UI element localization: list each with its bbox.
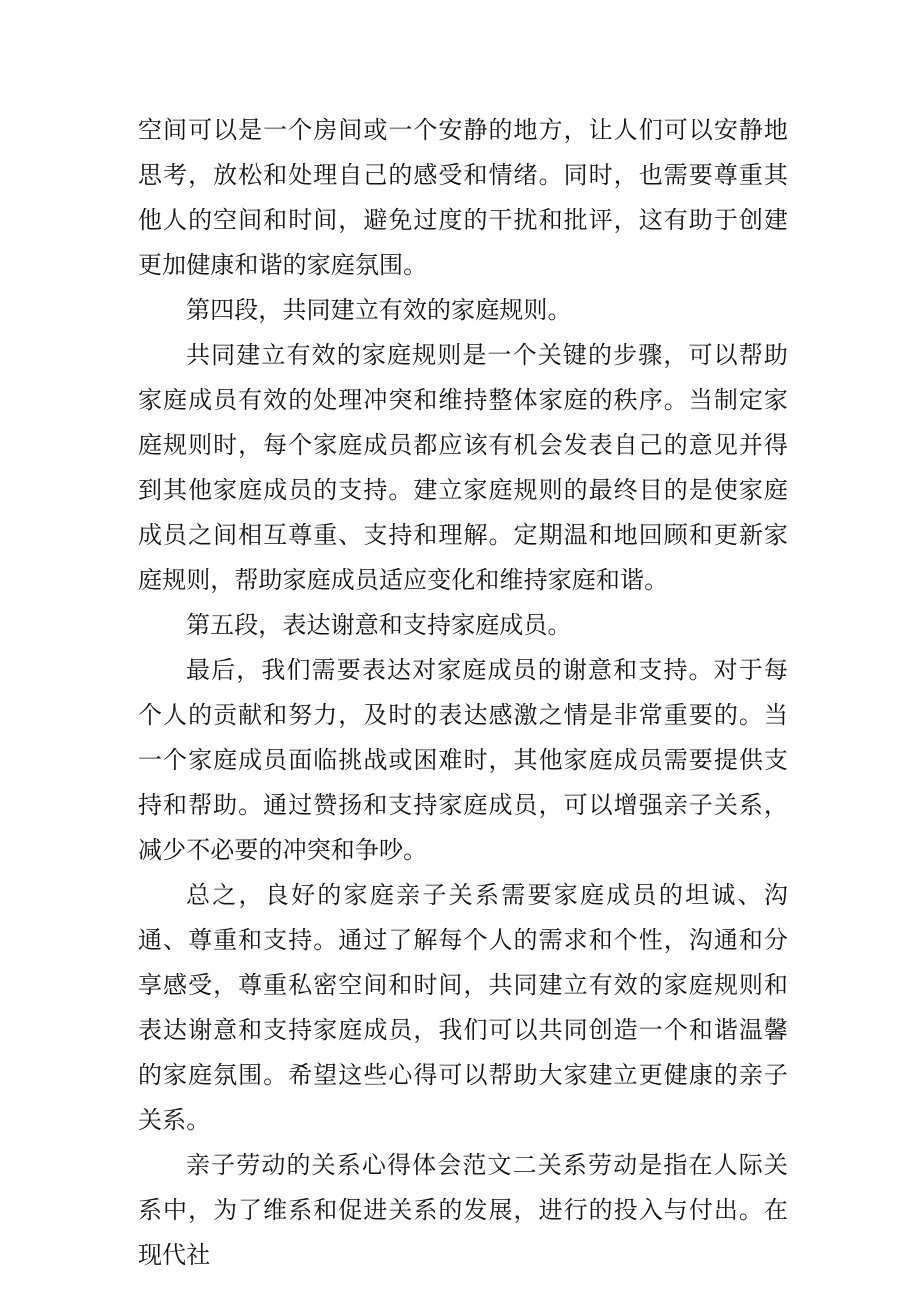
document-body bbox=[138, 108, 788, 1278]
section-heading-4: 第四段，共同建立有效的家庭规则。 bbox=[186, 296, 572, 324]
paragraph-gratitude: 最后，我们需要表达对家庭成员的谢意和支持。对于每个人的贡献和努力，及时的表达感激之情是非常重要的。当一个家庭成员面临挑战或困难时，其他家庭成员需要提供支持和帮助。通过赞扬和支持家庭成员，可以增强亲子关系，减少不必要的冲突和争吵。 bbox=[138, 656, 788, 864]
paragraph-sample-two: 亲子劳动的关系心得体会范文二关系劳动是指在人际关系中，为了维系和促进关系的发展，进行的投入与付出。在现代社 bbox=[138, 1151, 788, 1269]
paragraph-family-rules: 共同建立有效的家庭规则是一个关键的步骤，可以帮助家庭成员有效的处理冲突和维持整体家庭的秩序。当制定家庭规则时，每个家庭成员都应该有机会发表自己的意见并得到其他家庭成员的支持。建立家庭规则的最终目的是使家庭成员之间相互尊重、支持和理解。定期温和地回顾和更新家庭规则，帮助家庭成员适应变化和维持家庭和谐。 bbox=[138, 341, 788, 594]
section-heading-5: 第五段，表达谢意和支持家庭成员。 bbox=[186, 611, 572, 639]
paragraph-summary: 总之，良好的家庭亲子关系需要家庭成员的坦诚、沟通、尊重和支持。通过了解每个人的需求和个性，沟通和分享感受，尊重私密空间和时间，共同建立有效的家庭规则和表达谢意和支持家庭成员，我们可以共同创造一个和谐温馨的家庭氛围。希望这些心得可以帮助大家建立更健康的亲子关系。 bbox=[138, 881, 788, 1134]
paragraph-continuation: 空间可以是一个房间或一个安静的地方，让人们可以安静地思考，放松和处理自己的感受和情绪。同时，也需要尊重其他人的空间和时间，避免过度的干扰和批评，这有助于创建更加健康和谐的家庭氛围。 bbox=[138, 116, 788, 279]
